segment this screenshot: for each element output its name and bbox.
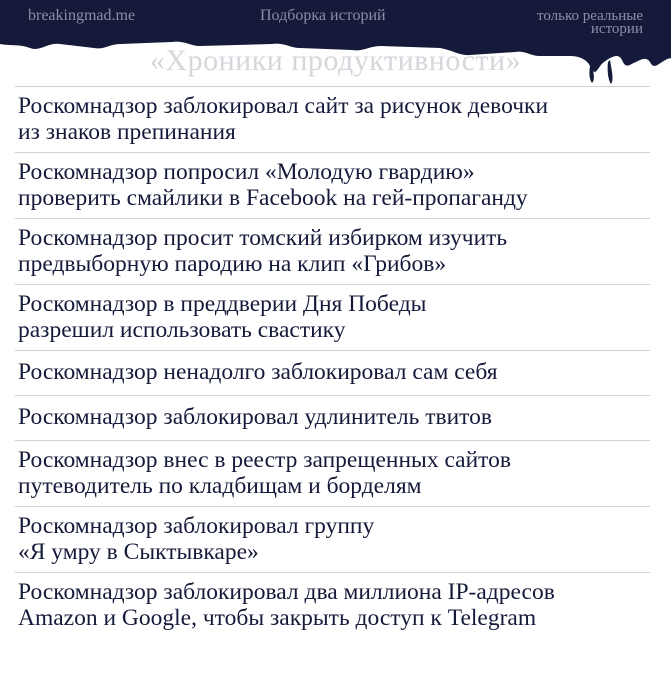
- story-list: [15, 86, 650, 638]
- story-item[interactable]: [15, 351, 650, 396]
- story-line: Amazon и Google, чтобы закрыть доступ к Telegram: [18, 605, 537, 631]
- story-item[interactable]: [15, 396, 650, 441]
- story-line: Роскомнадзор внес в реестр запрещенных сайтов: [18, 447, 511, 473]
- story-line: проверить смайлики в Facebook на гей-пропаганду: [18, 185, 528, 211]
- tagline-line-2: истории: [590, 21, 643, 37]
- tagline-line-1: только реальные: [537, 8, 643, 24]
- story-item[interactable]: [15, 153, 650, 219]
- story-line: Роскомнадзор просит томский избирком изучить: [18, 225, 508, 251]
- story-line: Роскомнадзор заблокировал группу: [18, 513, 375, 539]
- story-item[interactable]: [15, 507, 650, 573]
- story-line: предвыборную пародию на клип «Грибов»: [18, 251, 447, 277]
- story-line: «Я умру в Сыктывкаре»: [18, 539, 259, 565]
- story-line: путеводитель по кладбищам и борделям: [18, 473, 422, 499]
- story-item[interactable]: [15, 573, 650, 638]
- site-link[interactable]: breakingmad.me: [28, 7, 136, 24]
- story-line: Роскомнадзор заблокировал два миллиона IP-адресов: [18, 579, 555, 605]
- story-line: Роскомнадзор заблокировал удлинитель твитов: [18, 404, 492, 430]
- tagline: [493, 10, 643, 36]
- story-line: из знаков препинания: [18, 119, 236, 145]
- story-line: Роскомнадзор попросил «Молодую гвардию»: [18, 159, 475, 185]
- story-line: разрешил использовать свастику: [18, 317, 346, 343]
- story-item[interactable]: [15, 285, 650, 351]
- story-item[interactable]: [15, 441, 650, 507]
- story-line: Роскомнадзор ненадолго заблокировал сам себя: [18, 359, 498, 385]
- page-title: «Хроники продуктивности»: [149, 44, 522, 77]
- story-line: Роскомнадзор в преддверии Дня Победы: [18, 291, 427, 317]
- section-link[interactable]: Подборка историй: [260, 7, 386, 24]
- story-item[interactable]: [15, 219, 650, 285]
- story-item[interactable]: [15, 87, 650, 153]
- story-line: Роскомнадзор заблокировал сайт за рисунок девочки: [18, 93, 549, 119]
